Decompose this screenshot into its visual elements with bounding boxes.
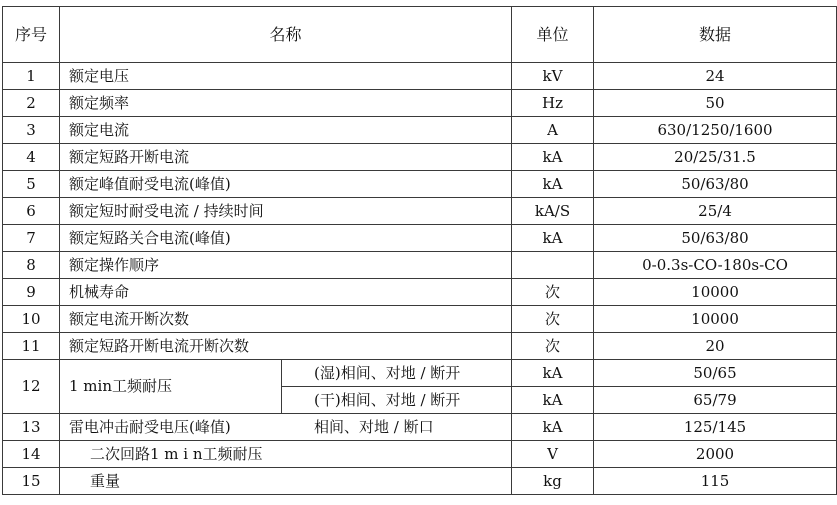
row-unit: Hz [512, 90, 594, 117]
row-no: 7 [3, 225, 60, 252]
table-row [3, 252, 837, 279]
row-unit: 次 [512, 279, 594, 306]
row-value: 10000 [594, 279, 837, 306]
table-row [3, 90, 837, 117]
row-value: 50/65 [594, 360, 837, 387]
table-row [3, 279, 837, 306]
row-value: 20/25/31.5 [594, 144, 837, 171]
row-no: 1 [3, 63, 60, 90]
row-no: 6 [3, 198, 60, 225]
row-value: 50/63/80 [594, 225, 837, 252]
row-no: 13 [3, 414, 60, 441]
row-value: 20 [594, 333, 837, 360]
row-subname: 相间、对地 / 断口 [282, 414, 512, 441]
row-no: 12 [3, 360, 60, 414]
row-unit: kA [512, 387, 594, 414]
row-value: 10000 [594, 306, 837, 333]
row-no: 4 [3, 144, 60, 171]
row-name: 额定操作顺序 [60, 252, 512, 279]
row-name: 1 min工频耐压 [60, 360, 282, 414]
header-name: 名称 [60, 7, 512, 63]
row-no: 8 [3, 252, 60, 279]
row-unit: 次 [512, 306, 594, 333]
row-no: 5 [3, 171, 60, 198]
table-row [3, 333, 837, 360]
table-row [3, 306, 837, 333]
row-unit: 次 [512, 333, 594, 360]
header-no: 序号 [3, 7, 60, 63]
row-unit: A [512, 117, 594, 144]
row-unit: kV [512, 63, 594, 90]
row-no: 14 [3, 441, 60, 468]
row-no: 9 [3, 279, 60, 306]
row-no: 2 [3, 90, 60, 117]
row-unit [512, 252, 594, 279]
row-value: 50/63/80 [594, 171, 837, 198]
row-unit: kA [512, 414, 594, 441]
row-name: 机械寿命 [60, 279, 512, 306]
row-unit: V [512, 441, 594, 468]
row-value: 25/4 [594, 198, 837, 225]
table-row [3, 63, 837, 90]
header-row [3, 7, 837, 63]
row-value: 125/145 [594, 414, 837, 441]
row-subname: (湿)相间、对地 / 断开 [282, 360, 512, 387]
table-row [3, 198, 837, 225]
row-unit: kg [512, 468, 594, 495]
table-row [3, 414, 837, 441]
row-name: 雷电冲击耐受电压(峰值) [60, 414, 282, 441]
row-unit: kA [512, 360, 594, 387]
row-unit: kA [512, 171, 594, 198]
table-row [3, 360, 837, 387]
row-value: 115 [594, 468, 837, 495]
row-name: 二次回路1 m i n工频耐压 [60, 441, 512, 468]
row-no: 11 [3, 333, 60, 360]
header-unit: 单位 [512, 7, 594, 63]
row-name: 额定电压 [60, 63, 512, 90]
table-row [3, 468, 837, 495]
row-value: 50 [594, 90, 837, 117]
row-name: 额定电流开断次数 [60, 306, 512, 333]
table-row [3, 171, 837, 198]
table-row [3, 225, 837, 252]
row-no: 15 [3, 468, 60, 495]
row-value: 24 [594, 63, 837, 90]
header-value: 数据 [594, 7, 837, 63]
row-name: 额定短路关合电流(峰值) [60, 225, 512, 252]
row-no: 3 [3, 117, 60, 144]
row-name: 额定峰值耐受电流(峰值) [60, 171, 512, 198]
row-unit: kA [512, 144, 594, 171]
table-row [3, 441, 837, 468]
row-value: 2000 [594, 441, 837, 468]
row-unit: kA [512, 225, 594, 252]
row-name: 额定电流 [60, 117, 512, 144]
row-value: 65/79 [594, 387, 837, 414]
row-value: 630/1250/1600 [594, 117, 837, 144]
row-unit: kA/S [512, 198, 594, 225]
row-name: 额定短路开断电流 [60, 144, 512, 171]
row-name: 额定短路开断电流开断次数 [60, 333, 512, 360]
row-name: 额定频率 [60, 90, 512, 117]
row-name: 重量 [60, 468, 512, 495]
spec-table [2, 6, 837, 495]
row-subname: (干)相间、对地 / 断开 [282, 387, 512, 414]
row-no: 10 [3, 306, 60, 333]
table-row [3, 117, 837, 144]
row-value: 0-0.3s-CO-180s-CO [594, 252, 837, 279]
table-row [3, 144, 837, 171]
row-name: 额定短时耐受电流 / 持续时间 [60, 198, 512, 225]
